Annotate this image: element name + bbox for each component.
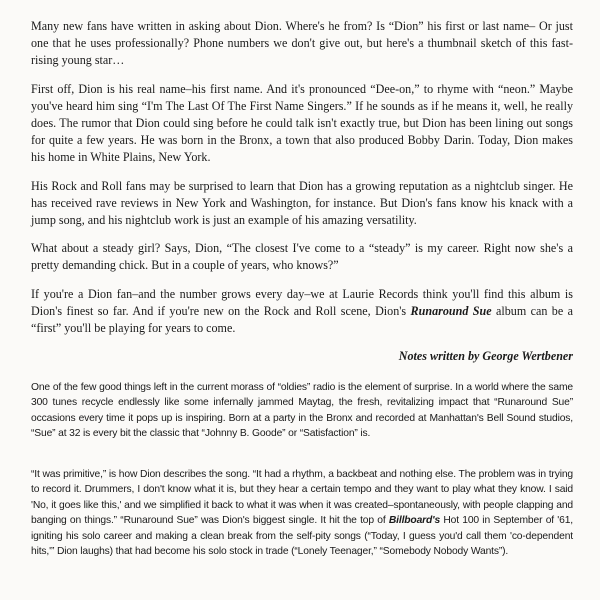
reissue-notes-paragraph-2 <box>31 467 573 559</box>
reissue-paragraph-oldies: One of the few good things left in the current morass of “oldies” radio is the element of surprise. In a world where the same 300 tunes recycle endlessly like some infernally jammed Maytag, the fresh, revitalizing impact that “Runaround Sue” occasions every time it pops up is inspiring. Born at a party in the Bronx and recorded at Manhattan's Bell Sound studios, “Sue” at 32 is every bit the classic that “Johnny B. Goode” or “Satisfaction” is. <box>31 382 573 440</box>
album-text-before: If you're a Dion fan–and the number grows every day–we at Laurie Records think you'll find this album is Dion's finest so far. And if you're new on the Rock and Roll scene, Dion's <box>31 286 573 318</box>
primitive-text-before: “It was primitive,” is how Dion describes the song. “It had a rhythm, a backbeat and nothing else. The problem was in trying to record it. Drummers, I don't know what it is, but they hear a certain tempo and they want to play what they know. I said 'No, it goes like this,' and we simplified it back to what it was when it was created–spontaneously, with people clapping and banging on things.” “Runaround Sue” was Dion's biggest single. It hit the top of <box>31 469 573 527</box>
liner-paragraph-album <box>31 286 573 338</box>
primitive-text-after: Hot 100 in September of '61, igniting his solo career and making a clean break from the self-pity songs (“Today, I guess you'd call them 'co-dependent hits,'” Dion laughs) that had become his solo stock in trade (“Lonely Teenager,” “Somebody Nobody Wants”). <box>31 515 573 558</box>
liner-paragraph-intro: Many new fans have written in asking about Dion. Where's he from? Is “Dion” his first or last name– Or just one that he uses professionally? Phone numbers we don't give out, but here's a thumbnail sketch of this fast-rising young star… <box>31 19 573 68</box>
magazine-name: Billboard's <box>388 515 441 527</box>
reissue-notes-paragraph-1 <box>31 380 573 442</box>
original-liner-notes <box>31 18 573 376</box>
album-title: Runaround Sue <box>410 303 492 318</box>
reissue-paragraph-primitive <box>31 467 573 559</box>
liner-paragraph-name: First off, Dion is his real name–his first name. And it's pronounced “Dee-on,” to rhyme with “neon.” Maybe you've heard him sing “I'm The Last Of The First Name Singers.” If he sounds as if he means it, well, he really does. The rumor that Dion could sing before he could talk isn't exactly true, but Dion has been lining out songs for quite a few years. He was born in the Bronx, a town that also produced Bobby Darin. Today, Dion makes his home in White Plains, New York. <box>31 81 573 165</box>
liner-paragraph-steady-girl: What about a steady girl? Says, Dion, “The closest I've come to a “steady” is my career. Right now she's a pretty demanding chick. But in a couple of years, who knows?” <box>31 241 573 273</box>
album-text-after: album can be a “first” you'll be playing for years to come. <box>31 303 573 336</box>
liner-paragraph-nightclub: His Rock and Roll fans may be surprised to learn that Dion has a growing reputation as a nightclub singer. He has received rave reviews in New York and Washington, for instance. But Dion's fans know his knack with a jump song, and his nightclub work is just an example of his amazing versatility. <box>31 178 573 228</box>
notes-credit: Notes written by George Wertbener <box>398 349 573 364</box>
